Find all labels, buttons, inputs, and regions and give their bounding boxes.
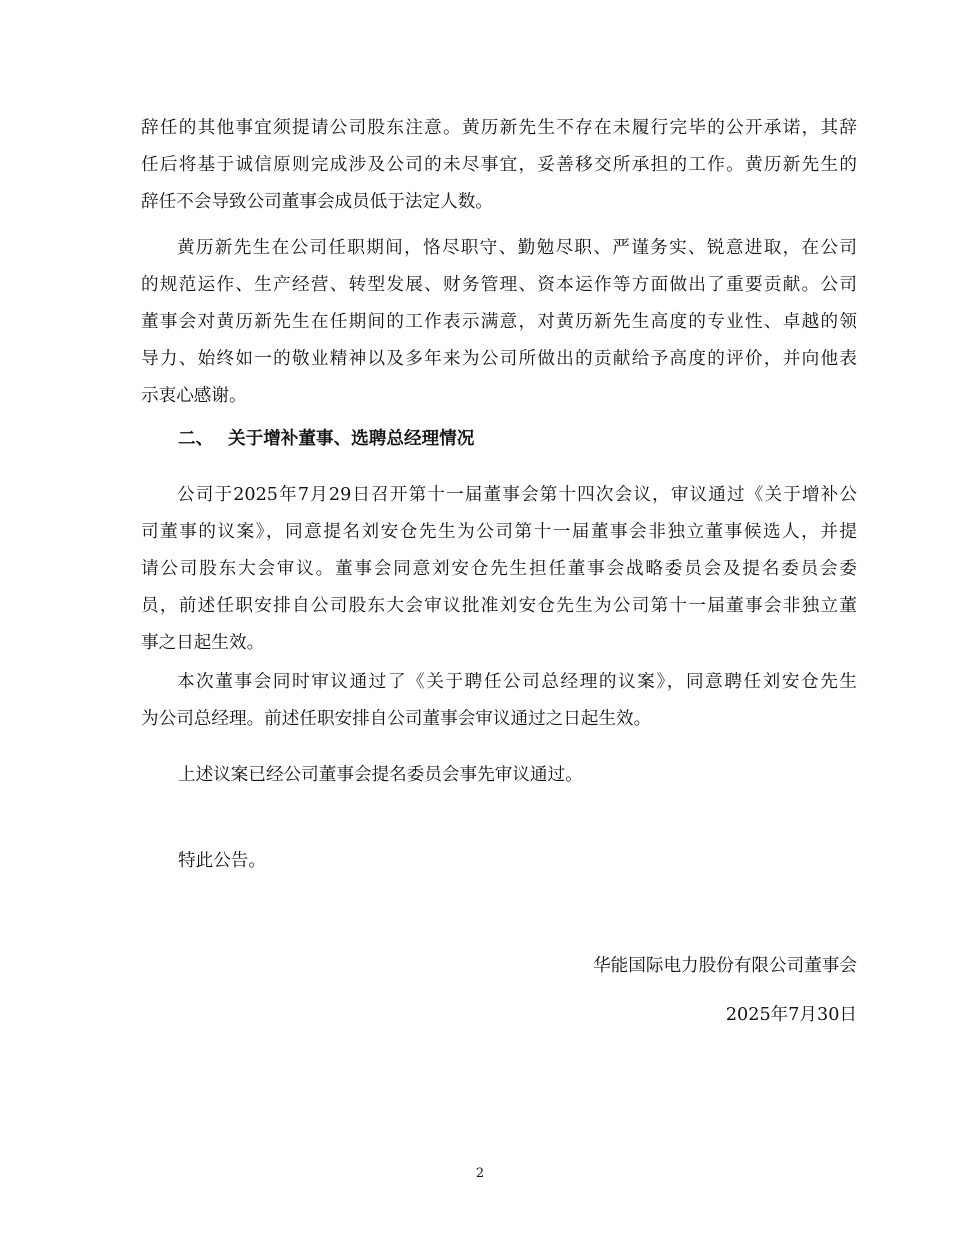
section-number: 二、	[178, 428, 214, 449]
paragraph-resignation-matters	[141, 110, 857, 221]
text-line: 事之日起生效。	[141, 633, 265, 653]
text-line: 本次董事会同时审议通过了《关于聘任公司总经理的议案》，同意聘任刘安仓先生	[177, 672, 857, 692]
signature-date: 2025年7月30日	[725, 1005, 857, 1025]
signature-company: 华能国际电力股份有限公司董事会	[593, 956, 857, 976]
text-line: 的规范运作、生产经营、转型发展、财务管理、资本运作等方面做出了重要贡献。公司	[141, 275, 857, 295]
text-line: 董事会对黄历新先生在任期间的工作表示满意，对黄历新先生高度的专业性、卓越的领	[141, 312, 857, 332]
text-line: 辞任不会导致公司董事会成员低于法定人数。	[141, 192, 493, 212]
text-line: 员，前述任职安排自公司股东大会审议批准刘安仓先生为公司第十一届董事会非独立董	[141, 596, 857, 616]
text-line: 示衷心感谢。	[141, 386, 247, 406]
text-line: 为公司总经理。前述任职安排自公司董事会审议通过之日起生效。	[141, 709, 652, 729]
text-line: 辞任的其他事宜须提请公司股东注意。黄历新先生不存在未履行完毕的公开承诺，其辞	[141, 118, 857, 138]
paragraph-appreciation	[141, 230, 857, 415]
text-line: 司董事的议案》，同意提名刘安仓先生为公司第十一届董事会非独立董事候选人，并提	[141, 522, 857, 542]
paragraph-director-nomination	[141, 477, 857, 662]
section-heading	[178, 420, 474, 457]
text-line: 任后将基于诚信原则完成涉及公司的未尽事宜，妥善移交所承担的工作。黄历新先生的	[141, 155, 857, 175]
text-line: 请公司股东大会审议。董事会同意刘安仓先生担任董事会战略委员会及提名委员会委	[141, 559, 857, 579]
nomination-committee-note: 上述议案已经公司董事会提名委员会事先审议通过。	[178, 765, 583, 785]
text-line: 公司于2025年7月29日召开第十一届董事会第十四次会议，审议通过《关于增补公	[177, 485, 857, 505]
page-number: 2	[475, 1166, 485, 1181]
paragraph-general-manager	[141, 664, 857, 738]
text-line: 黄历新先生在公司任职期间，恪尽职守、勤勉尽职、严谨务实、锐意进取，在公司	[177, 238, 857, 258]
text-line: 导力、始终如一的敬业精神以及多年来为公司所做出的贡献给予高度的评价，并向他表	[141, 349, 857, 369]
section-title: 关于增补董事、选聘总经理情况	[228, 428, 475, 449]
closing-statement: 特此公告。	[178, 851, 266, 871]
